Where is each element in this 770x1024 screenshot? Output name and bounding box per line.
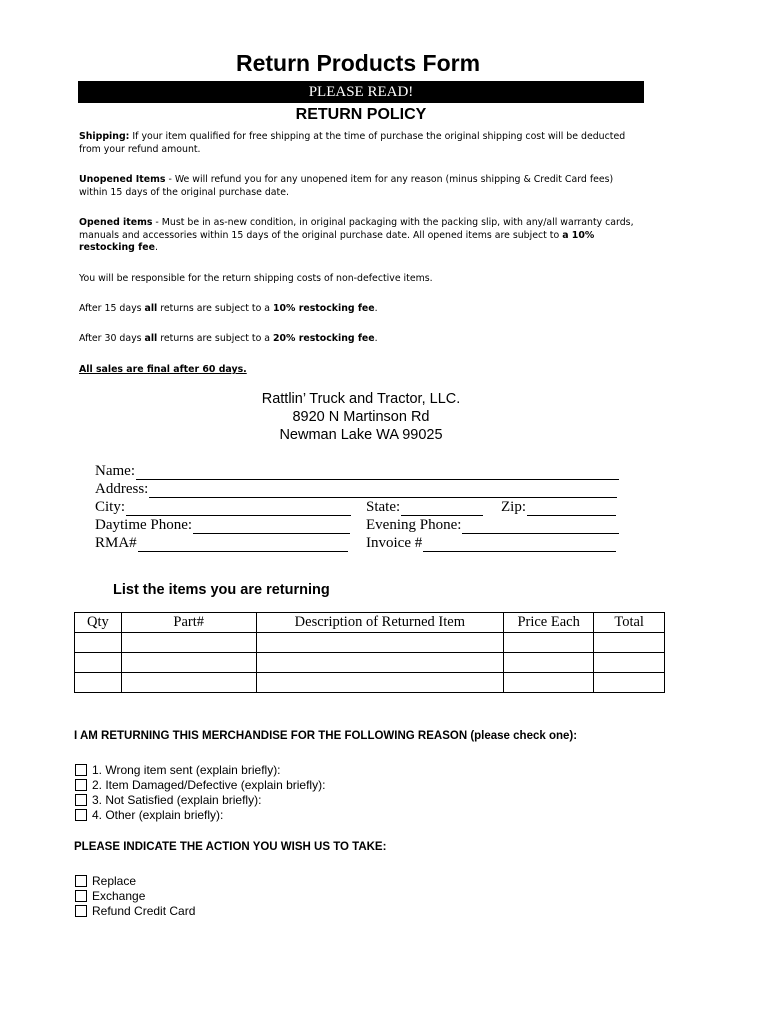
company-name: Rattlin’ Truck and Tractor, LLC. [261,391,461,407]
evening-phone-line[interactable] [462,519,619,534]
rma-label: RMA# [95,535,137,551]
table-cell-qty[interactable] [75,673,122,693]
city-line[interactable] [126,501,351,516]
table-cell-price[interactable] [503,653,593,673]
evening-phone-label: Evening Phone: [366,517,462,533]
after30-fee: 20% restocking fee [273,333,375,344]
after30-all: all [144,333,158,344]
returned-items-table [74,612,665,693]
name-line[interactable] [136,465,619,480]
table-row [75,673,665,693]
action-heading: PLEASE INDICATE THE ACTION YOU WISH US TO TAKE: [74,841,387,853]
shipping-policy [79,131,639,156]
reason-option-4[interactable] [75,807,223,822]
opened-end: . [154,242,158,253]
opened-policy [79,217,639,255]
reason-label: 4. Other (explain briefly): [92,807,224,822]
reason-option-3[interactable] [75,792,261,807]
table-cell-description[interactable] [256,653,503,673]
return-policy-heading: RETURN POLICY [295,106,427,123]
table-cell-description[interactable] [256,673,503,693]
zip-line[interactable] [527,501,616,516]
company-city: Newman Lake WA 99025 [279,427,443,443]
after30-middle: returns are subject to a [157,333,274,344]
after15-prefix: After 15 days [79,303,145,314]
action-label: Replace [92,873,137,888]
address-field[interactable] [95,481,617,498]
table-cell-part[interactable] [121,673,256,693]
reason-label: 1. Wrong item sent (explain briefly): [92,762,281,777]
table-cell-description[interactable] [256,633,503,653]
table-cell-price[interactable] [503,673,593,693]
table-cell-qty[interactable] [75,633,122,653]
form-title: Return Products Form [235,50,481,76]
checkbox-icon[interactable] [75,779,87,791]
responsible-policy: You will be responsible for the return shipping costs of non-defective items. [79,273,433,284]
state-field[interactable] [366,499,483,516]
checkbox-icon[interactable] [75,764,87,776]
rma-line[interactable] [138,537,348,552]
after15-middle: returns are subject to a [157,303,274,314]
table-cell-part[interactable] [121,653,256,673]
after-30-days-policy [79,333,639,346]
after30-end: . [374,333,378,344]
city-field[interactable] [95,499,351,516]
after30-prefix: After 30 days [79,333,145,344]
table-header-row [75,613,665,633]
checkbox-icon[interactable] [75,905,87,917]
action-option-exchange[interactable] [75,888,145,903]
daytime-phone-line[interactable] [193,519,350,534]
rma-field[interactable] [95,535,348,552]
reason-heading: I AM RETURNING THIS MERCHANDISE FOR THE FOLLOWING REASON (please check one): [74,730,578,742]
table-cell-qty[interactable] [75,653,122,673]
after15-end: . [374,303,378,314]
daytime-phone-field[interactable] [95,517,350,534]
table-cell-total[interactable] [594,633,665,653]
column-part: Part# [121,613,256,633]
table-cell-total[interactable] [594,653,665,673]
reason-label: 3. Not Satisfied (explain briefly): [92,792,262,807]
opened-label: Opened items [79,217,153,228]
address-line[interactable] [149,483,617,498]
invoice-label: Invoice # [366,535,423,551]
table-cell-price[interactable] [503,633,593,653]
items-heading: List the items you are returning [113,582,330,598]
column-price-each: Price Each [503,613,593,633]
table-row [75,633,665,653]
unopened-label: Unopened Items [79,174,166,185]
zip-label: Zip: [501,499,526,515]
after-15-days-policy [79,303,639,316]
opened-fee: a 10% restocking fee [79,229,595,253]
reason-option-2[interactable] [75,777,325,792]
invoice-field[interactable] [366,535,616,552]
after15-fee: 10% restocking fee [273,303,375,314]
checkbox-icon[interactable] [75,809,87,821]
checkbox-icon[interactable] [75,794,87,806]
unopened-text: - We will refund you for any unopened item for any reason (minus shipping & Credit Card fees) within 15 days of the original purchase date. [79,174,614,198]
opened-text: - Must be in as-new condition, in original packaging with the packing slip, with any/all warranty cards, manuals and accessories within 15 days of the original purchase date. All opened items are subject to [79,217,634,241]
action-option-refund[interactable] [75,903,195,918]
reason-option-1[interactable] [75,762,281,777]
table-row [75,653,665,673]
after15-all: all [144,303,158,314]
table-cell-total[interactable] [594,673,665,693]
daytime-phone-label: Daytime Phone: [95,517,193,533]
name-label: Name: [95,463,135,479]
action-label: Refund Credit Card [92,903,196,918]
please-read-banner: PLEASE READ! [78,81,644,103]
shipping-label: Shipping: [79,131,130,142]
invoice-line[interactable] [423,537,616,552]
column-total: Total [594,613,665,633]
city-label: City: [95,499,126,515]
reason-label: 2. Item Damaged/Defective (explain briefly): [92,777,326,792]
evening-phone-field[interactable] [366,517,619,534]
checkbox-icon[interactable] [75,890,87,902]
final-sale-policy: All sales are final after 60 days. [79,364,247,375]
action-option-replace[interactable] [75,873,136,888]
address-label: Address: [95,481,149,497]
state-line[interactable] [401,501,483,516]
column-qty: Qty [75,613,122,633]
zip-field[interactable] [501,499,616,516]
checkbox-icon[interactable] [75,875,87,887]
company-street: 8920 N Martinson Rd [292,409,430,425]
action-label: Exchange [92,888,146,903]
column-description: Description of Returned Item [256,613,503,633]
unopened-policy [79,174,639,199]
shipping-text: If your item qualified for free shipping at the time of purchase the original shipping cost will be deducted from your refund amount. [79,131,626,155]
name-field[interactable] [95,463,619,480]
state-label: State: [366,499,401,515]
table-cell-part[interactable] [121,633,256,653]
